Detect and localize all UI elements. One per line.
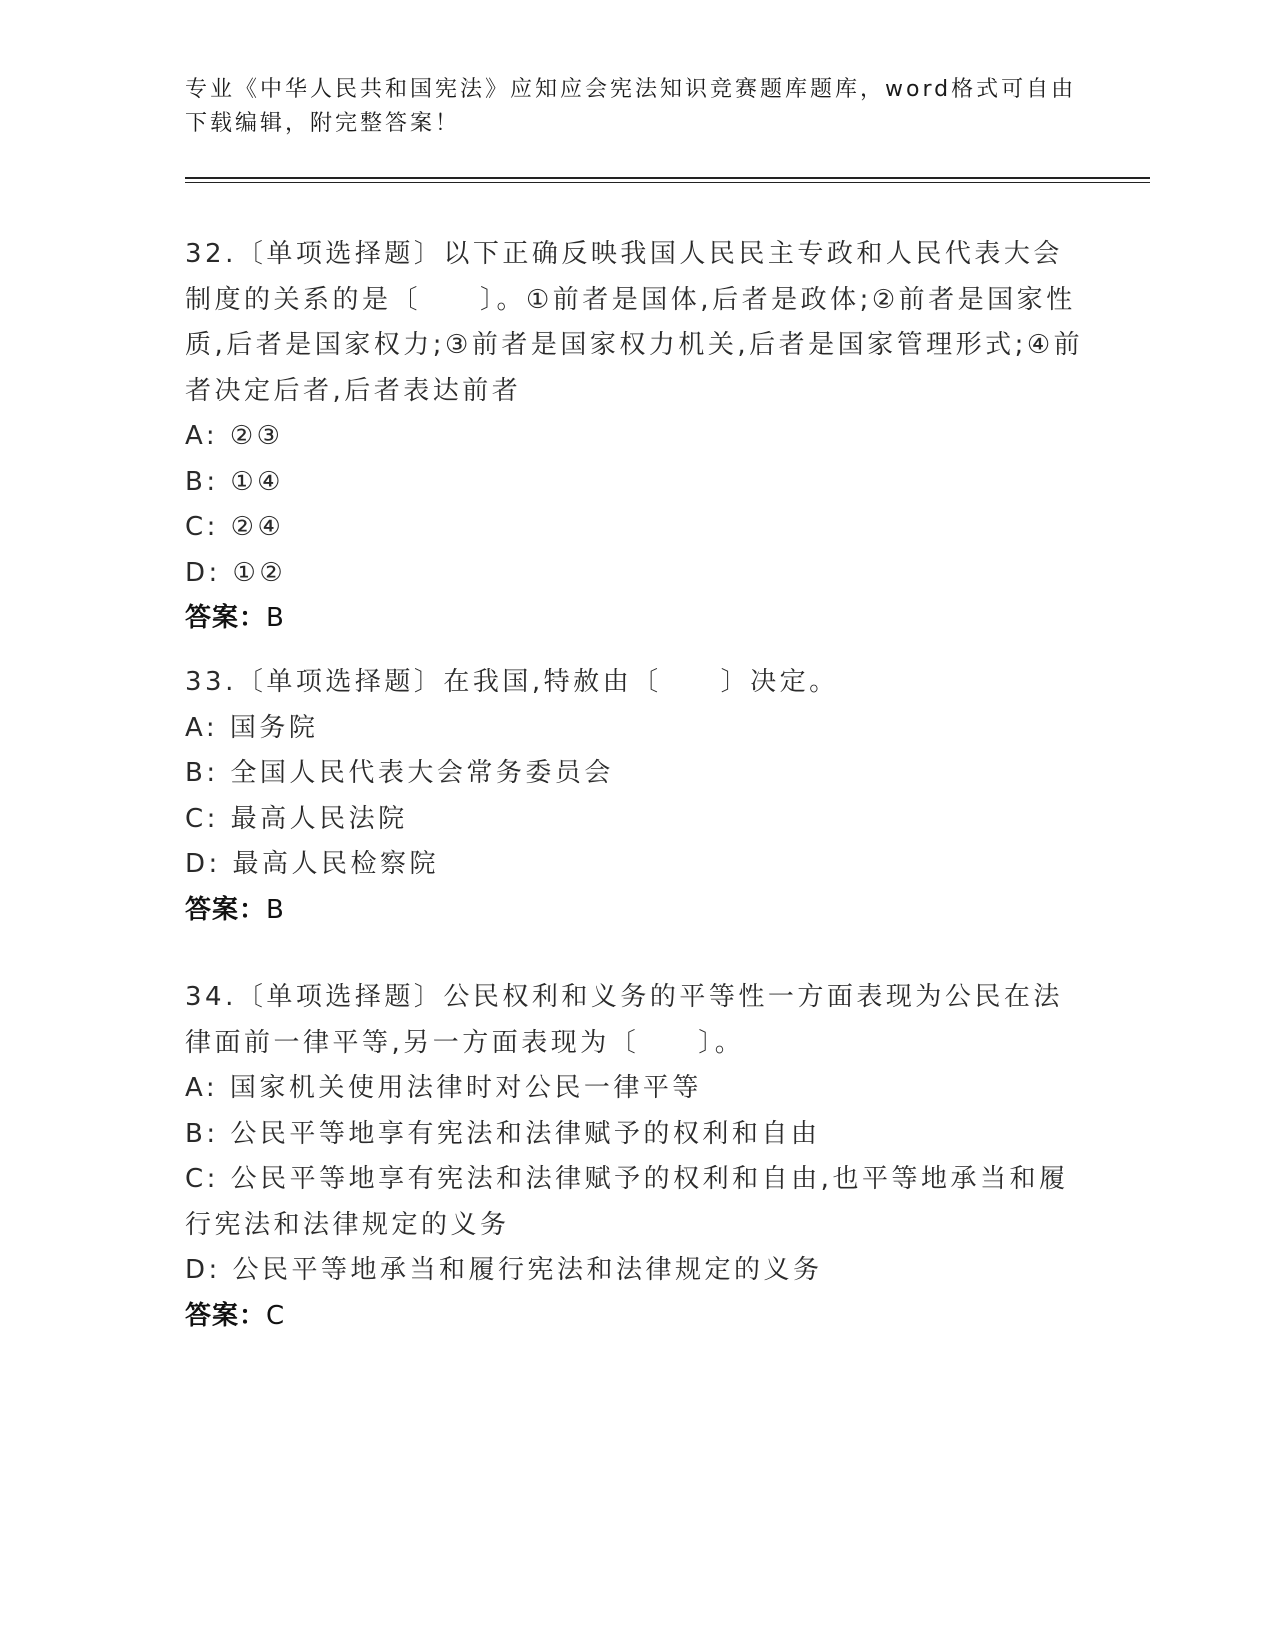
option-a: A: 国家机关使用法律时对公民一律平等 bbox=[185, 1073, 702, 1103]
header-divider-thin bbox=[185, 182, 1150, 183]
option-c: C: ②④ bbox=[185, 512, 285, 542]
answer-label: 答案： bbox=[185, 1300, 267, 1331]
answer-value: B bbox=[266, 894, 285, 925]
option-b: B: ①④ bbox=[185, 466, 284, 497]
option-a: A: ②③ bbox=[185, 421, 284, 451]
option-a: A: 国务院 bbox=[185, 712, 319, 743]
answer-label: 答案： bbox=[185, 603, 267, 633]
answer-line bbox=[185, 888, 1085, 934]
answer-line bbox=[185, 1294, 1085, 1340]
option-d: D: 最高人民检察院 bbox=[185, 849, 440, 879]
option-c: C: 公民平等地享有宪法和法律赋予的权利和自由,也平等地承当和履行宪法和法律规定的义务 bbox=[185, 1164, 1069, 1240]
question-33 bbox=[185, 660, 1085, 933]
question-32 bbox=[185, 232, 1085, 642]
answer-value: B bbox=[266, 603, 285, 633]
answer-line bbox=[185, 596, 1085, 642]
option-c: C: 最高人民法院 bbox=[185, 803, 408, 834]
question-stem: 32.〔单项选择题〕以下正确反映我国人民民主专政和人民代表大会制度的关系的是〔 〕。①前者是国体,后者是政体;②前者是国家性质,后者是国家权力;③前者是国家权力机关,后者是国家管理形式;④前者决定后者,后者表达前者 bbox=[185, 239, 1084, 406]
option-b: B: 公民平等地享有宪法和法律赋予的权利和自由 bbox=[185, 1118, 821, 1149]
document-header: 专业《中华人民共和国宪法》应知应会宪法知识竞赛题库题库，word格式可自由下载编辑，附完整答案！ bbox=[185, 77, 1077, 136]
question-34 bbox=[185, 975, 1085, 1339]
option-b: B: 全国人民代表大会常务委员会 bbox=[185, 758, 614, 788]
question-stem: 34.〔单项选择题〕公民权利和义务的平等性一方面表现为公民在法律面前一律平等,另一方面表现为〔 〕。 bbox=[185, 982, 1063, 1058]
question-stem: 33.〔单项选择题〕在我国,特赦由〔 〕决定。 bbox=[185, 667, 839, 697]
header-divider-thick bbox=[185, 177, 1150, 179]
option-d: D: ①② bbox=[185, 557, 287, 588]
answer-value: C bbox=[266, 1300, 286, 1331]
option-d: D: 公民平等地承当和履行宪法和法律规定的义务 bbox=[185, 1255, 823, 1285]
answer-label: 答案： bbox=[185, 894, 267, 925]
